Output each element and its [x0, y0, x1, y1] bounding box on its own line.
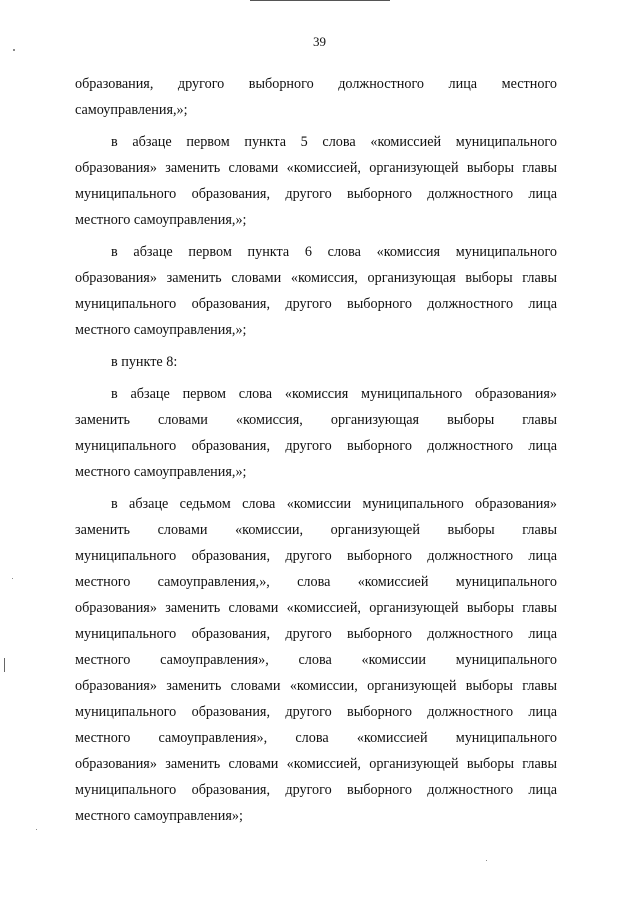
text-line: образования» заменить словами «комиссии, организующей выборы главы — [75, 678, 557, 694]
text-line: в пункте 8: — [111, 354, 178, 370]
scan-speck — [4, 658, 5, 672]
text-line: заменить словами «комиссии, организующей выборы главы — [75, 522, 557, 538]
text-line: в абзаце первом пункта 5 слова «комиссией муниципального — [111, 134, 557, 150]
text-line: местного самоуправления,»; — [75, 464, 247, 480]
scan-edge-line — [250, 0, 390, 1]
text-line: муниципального образования, другого выборного должностного лица — [75, 186, 557, 202]
text-line: местного самоуправления,», слова «комиссией муниципального — [75, 574, 557, 590]
text-line: в абзаце первом пункта 6 слова «комиссия муниципального — [111, 244, 557, 260]
page-number: 39 — [313, 34, 326, 49]
text-line: местного самоуправления,»; — [75, 212, 247, 228]
paragraph — [75, 491, 557, 829]
scan-speck — [36, 829, 37, 830]
text-line: муниципального образования, другого выборного должностного лица — [75, 782, 557, 798]
text-line: местного самоуправления», слова «комиссией муниципального — [75, 730, 557, 746]
text-line: местного самоуправления»; — [75, 808, 243, 824]
text-line: заменить словами «комиссия, организующая выборы главы — [75, 412, 557, 428]
paragraph — [75, 349, 557, 375]
paragraph — [75, 71, 557, 123]
paragraph — [75, 381, 557, 485]
text-line: муниципального образования, другого выборного должностного лица — [75, 296, 557, 312]
text-line: образования» заменить словами «комиссия, организующая выборы главы — [75, 270, 557, 286]
text-line: муниципального образования, другого выборного должностного лица — [75, 704, 557, 720]
text-line: муниципального образования, другого выборного должностного лица — [75, 548, 557, 564]
text-line: муниципального образования, другого выборного должностного лица — [75, 626, 557, 642]
text-line: образования» заменить словами «комиссией, организующей выборы главы — [75, 160, 557, 176]
paragraph — [75, 129, 557, 233]
text-line: местного самоуправления», слова «комиссии муниципального — [75, 652, 557, 668]
text-line: образования» заменить словами «комиссией, организующей выборы главы — [75, 756, 557, 772]
text-line: муниципального образования, другого выборного должностного лица — [75, 438, 557, 454]
text-line: образования» заменить словами «комиссией, организующей выборы главы — [75, 600, 557, 616]
text-line: в абзаце седьмом слова «комиссии муниципального образования» — [111, 496, 557, 512]
text-line: образования, другого выборного должностного лица местного — [75, 76, 557, 92]
scan-speck — [13, 49, 15, 51]
scan-speck — [12, 578, 13, 579]
text-line: местного самоуправления,»; — [75, 322, 247, 338]
document-body — [75, 71, 557, 829]
paragraph — [75, 239, 557, 343]
text-line: в абзаце первом слова «комиссия муниципального образования» — [111, 386, 557, 402]
scan-speck — [486, 860, 487, 861]
text-line: самоуправления,»; — [75, 102, 188, 118]
